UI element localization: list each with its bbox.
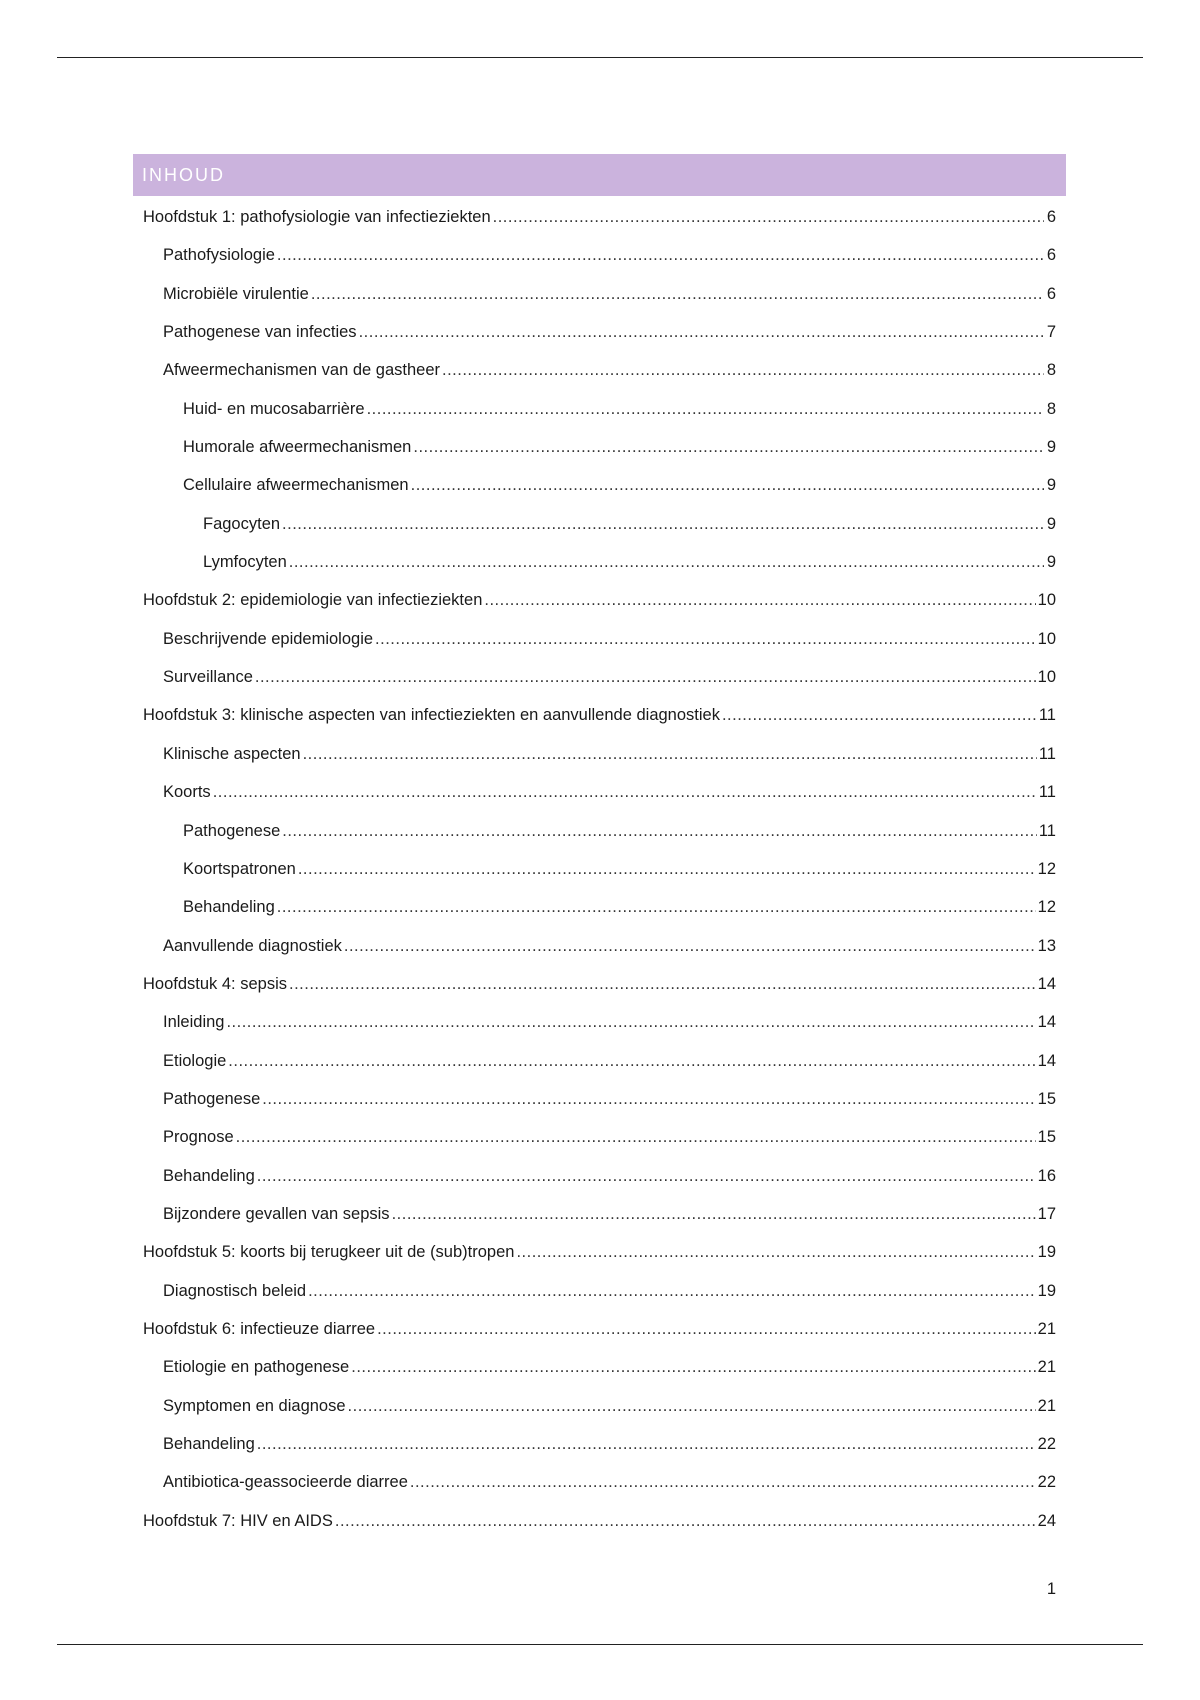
toc-entry-title[interactable]: Etiologie	[163, 1051, 227, 1070]
toc-entry-page[interactable]: 11	[1038, 783, 1056, 802]
toc-entry-page[interactable]: 19	[1037, 1243, 1056, 1262]
toc-entry-page[interactable]: 14	[1037, 974, 1056, 993]
toc-entry[interactable]	[133, 696, 1056, 734]
toc-entry-page[interactable]: 11	[1038, 821, 1056, 840]
toc-entry-page[interactable]: 6	[1046, 246, 1056, 265]
toc-entry-page[interactable]: 22	[1037, 1473, 1056, 1492]
toc-entry-page[interactable]: 7	[1046, 323, 1056, 342]
toc-entry[interactable]	[133, 812, 1056, 850]
toc-dot-leader	[344, 927, 1036, 965]
toc-dot-leader	[410, 1463, 1036, 1501]
toc-entry-title[interactable]: Behandeling	[163, 1435, 255, 1453]
toc-entry-page[interactable]: 8	[1046, 361, 1056, 380]
toc-entry[interactable]	[133, 236, 1056, 274]
toc-entry-page[interactable]: 10	[1037, 629, 1056, 648]
toc-entry-title[interactable]: Aanvullende diagnostiek	[163, 936, 342, 955]
toc-entry-title[interactable]: Etiologie en pathogenese	[163, 1358, 350, 1377]
toc-entry-title[interactable]: Hoofdstuk 3: klinische aspecten van infectieziekten en aanvullende diagnostiek	[143, 706, 720, 725]
toc-entry[interactable]	[133, 313, 1056, 351]
toc-dot-leader	[277, 236, 1044, 274]
toc-entry[interactable]	[133, 1157, 1056, 1195]
toc-dot-leader	[516, 1233, 1035, 1271]
toc-dot-leader	[411, 466, 1044, 504]
toc-dot-leader	[262, 1080, 1035, 1118]
toc-entry-page[interactable]: 9	[1046, 514, 1056, 533]
toc-dot-leader	[311, 275, 1044, 313]
toc-entry-page[interactable]: 15	[1037, 1089, 1056, 1108]
toc-entry[interactable]	[133, 1118, 1056, 1156]
toc-entry-title[interactable]: Prognose	[163, 1128, 234, 1147]
toc-entry-title[interactable]: Hoofdstuk 4: sepsis	[143, 974, 287, 993]
toc-entry-title[interactable]: Fagocyten	[203, 514, 281, 533]
footer-rule	[57, 1644, 1143, 1645]
toc-dot-leader	[484, 581, 1035, 619]
toc-entry[interactable]	[133, 620, 1056, 658]
toc-dot-leader	[236, 1118, 1036, 1156]
toc-dot-leader	[335, 1502, 1036, 1540]
toc-entry[interactable]	[133, 1233, 1056, 1271]
toc-entry-page[interactable]: 6	[1046, 208, 1056, 226]
toc-entry-title[interactable]: Pathogenese van infecties	[163, 323, 357, 342]
toc-entry-page[interactable]: 12	[1037, 898, 1056, 917]
toc-entry-title[interactable]: Microbiële virulentie	[163, 284, 309, 303]
toc-entry[interactable]	[133, 773, 1056, 811]
toc-entry[interactable]	[133, 1310, 1056, 1348]
toc-entry-title[interactable]: Bijzondere gevallen van sepsis	[163, 1204, 390, 1223]
toc-entry[interactable]	[133, 1425, 1056, 1463]
page-number: 1	[1046, 1580, 1056, 1598]
toc-entry-title[interactable]: Cellulaire afweermechanismen	[183, 476, 409, 495]
toc-entry-page[interactable]: 11	[1038, 706, 1056, 725]
toc-entry-page[interactable]: 17	[1037, 1204, 1056, 1223]
toc-dot-leader	[213, 773, 1037, 811]
toc-dot-leader	[289, 543, 1044, 581]
toc-entry-page[interactable]: 21	[1037, 1396, 1056, 1415]
toc-entry[interactable]	[133, 850, 1056, 888]
toc-heading-band	[133, 154, 1066, 196]
toc-entry[interactable]	[133, 1463, 1056, 1501]
toc-dot-leader	[392, 1195, 1036, 1233]
table-of-contents	[133, 198, 1056, 1540]
toc-entry-title[interactable]: Inleiding	[163, 1013, 225, 1032]
toc-entry-title[interactable]: Pathogenese	[163, 1089, 261, 1108]
toc-entry-page[interactable]: 13	[1037, 936, 1056, 955]
toc-entry-page[interactable]: 24	[1037, 1511, 1056, 1530]
toc-entry-title[interactable]: Hoofdstuk 1: pathofysiologie van infectieziekten	[143, 208, 491, 226]
toc-dot-leader	[413, 428, 1044, 466]
toc-dot-leader	[308, 1272, 1036, 1310]
toc-entry-title[interactable]: Surveillance	[163, 668, 253, 687]
toc-entry-title[interactable]: Koorts	[163, 783, 211, 802]
toc-dot-leader	[367, 390, 1044, 428]
toc-entry-page[interactable]: 15	[1037, 1128, 1056, 1147]
toc-entry-title[interactable]: Koortspatronen	[183, 859, 296, 878]
toc-entry-title[interactable]: Hoofdstuk 2: epidemiologie van infectieziekten	[143, 591, 483, 610]
toc-entry-title[interactable]: Huid- en mucosabarrière	[183, 399, 365, 418]
toc-entry-title[interactable]: Symptomen en diagnose	[163, 1396, 346, 1415]
toc-entry-page[interactable]: 10	[1037, 591, 1056, 610]
toc-entry[interactable]	[133, 428, 1056, 466]
toc-entry[interactable]	[133, 275, 1056, 313]
toc-dot-leader	[282, 505, 1044, 543]
toc-entry-page[interactable]: 9	[1046, 553, 1056, 572]
toc-dot-leader	[255, 658, 1036, 696]
toc-entry-title[interactable]: Beschrijvende epidemiologie	[163, 629, 374, 648]
toc-entry-title[interactable]: Diagnostisch beleid	[163, 1281, 307, 1300]
toc-entry[interactable]	[133, 1003, 1056, 1041]
toc-dot-leader	[226, 1003, 1035, 1041]
toc-entry[interactable]	[133, 1080, 1056, 1118]
toc-entry[interactable]	[133, 1387, 1056, 1425]
toc-entry-title[interactable]: Hoofdstuk 6: infectieuze diarree	[143, 1319, 376, 1338]
toc-entry[interactable]	[133, 505, 1056, 543]
toc-dot-leader	[493, 198, 1044, 236]
toc-entry-title[interactable]: Klinische aspecten	[163, 744, 301, 763]
toc-entry-title[interactable]: Hoofdstuk 7: HIV en AIDS	[143, 1511, 333, 1530]
toc-entry-title[interactable]: Behandeling	[163, 1166, 255, 1185]
toc-entry-page[interactable]: 8	[1046, 399, 1056, 418]
toc-entry-title[interactable]: Behandeling	[183, 898, 275, 917]
toc-entry-page[interactable]: 21	[1037, 1319, 1056, 1338]
toc-entry-page[interactable]: 22	[1037, 1435, 1056, 1453]
toc-entry[interactable]	[133, 466, 1056, 504]
toc-entry[interactable]	[133, 1042, 1056, 1080]
toc-entry[interactable]	[133, 965, 1056, 1003]
toc-dot-leader	[377, 1310, 1036, 1348]
toc-dot-leader	[348, 1387, 1036, 1425]
toc-entry-title[interactable]: Pathofysiologie	[163, 246, 275, 265]
toc-entry-page[interactable]: 11	[1038, 744, 1056, 763]
toc-dot-leader	[257, 1425, 1036, 1463]
toc-entry-title[interactable]: Humorale afweermechanismen	[183, 438, 412, 457]
toc-dot-leader	[442, 351, 1044, 389]
toc-entry[interactable]	[133, 581, 1056, 619]
toc-entry-title[interactable]: Afweermechanismen van de gastheer	[163, 361, 440, 380]
toc-dot-leader	[277, 888, 1036, 926]
toc-entry[interactable]	[133, 351, 1056, 389]
toc-dot-leader	[298, 850, 1036, 888]
toc-entry[interactable]	[133, 390, 1056, 428]
toc-dot-leader	[289, 965, 1036, 1003]
toc-entry[interactable]	[133, 658, 1056, 696]
toc-entry[interactable]	[133, 1348, 1056, 1386]
toc-entry-page[interactable]: 21	[1037, 1358, 1056, 1377]
toc-entry-page[interactable]: 12	[1037, 859, 1056, 878]
toc-entry[interactable]	[133, 1195, 1056, 1233]
toc-entry-title[interactable]: Pathogenese	[183, 821, 281, 840]
toc-entry-page[interactable]: 6	[1046, 284, 1056, 303]
toc-entry[interactable]	[133, 198, 1056, 236]
toc-dot-leader	[228, 1042, 1035, 1080]
header-rule	[57, 57, 1143, 58]
toc-entry-page[interactable]: 9	[1046, 438, 1056, 457]
toc-entry[interactable]	[133, 735, 1056, 773]
toc-entry-page[interactable]: 14	[1037, 1013, 1056, 1032]
toc-entry[interactable]	[133, 888, 1056, 926]
toc-dot-leader	[359, 313, 1044, 351]
toc-entry-title[interactable]: Lymfocyten	[203, 553, 287, 572]
toc-entry[interactable]	[133, 1272, 1056, 1310]
toc-dot-leader	[282, 812, 1037, 850]
toc-dot-leader	[303, 735, 1037, 773]
toc-entry[interactable]	[133, 927, 1056, 965]
toc-dot-leader	[257, 1157, 1036, 1195]
toc-entry-page[interactable]: 19	[1037, 1281, 1056, 1300]
toc-dot-leader	[351, 1348, 1035, 1386]
toc-entry-page[interactable]: 16	[1037, 1166, 1056, 1185]
toc-entry-page[interactable]: 9	[1046, 476, 1056, 495]
toc-entry-title[interactable]: Hoofdstuk 5: koorts bij terugkeer uit de (sub)tropen	[143, 1243, 515, 1262]
toc-dot-leader	[722, 696, 1037, 734]
toc-entry[interactable]	[133, 1502, 1056, 1540]
toc-entry-title[interactable]: Antibiotica-geassocieerde diarree	[163, 1473, 408, 1492]
toc-entry[interactable]	[133, 543, 1056, 581]
toc-entry-page[interactable]: 14	[1037, 1051, 1056, 1070]
toc-dot-leader	[375, 620, 1036, 658]
toc-heading: INHOUD	[142, 164, 225, 185]
toc-entry-page[interactable]: 10	[1037, 668, 1056, 687]
